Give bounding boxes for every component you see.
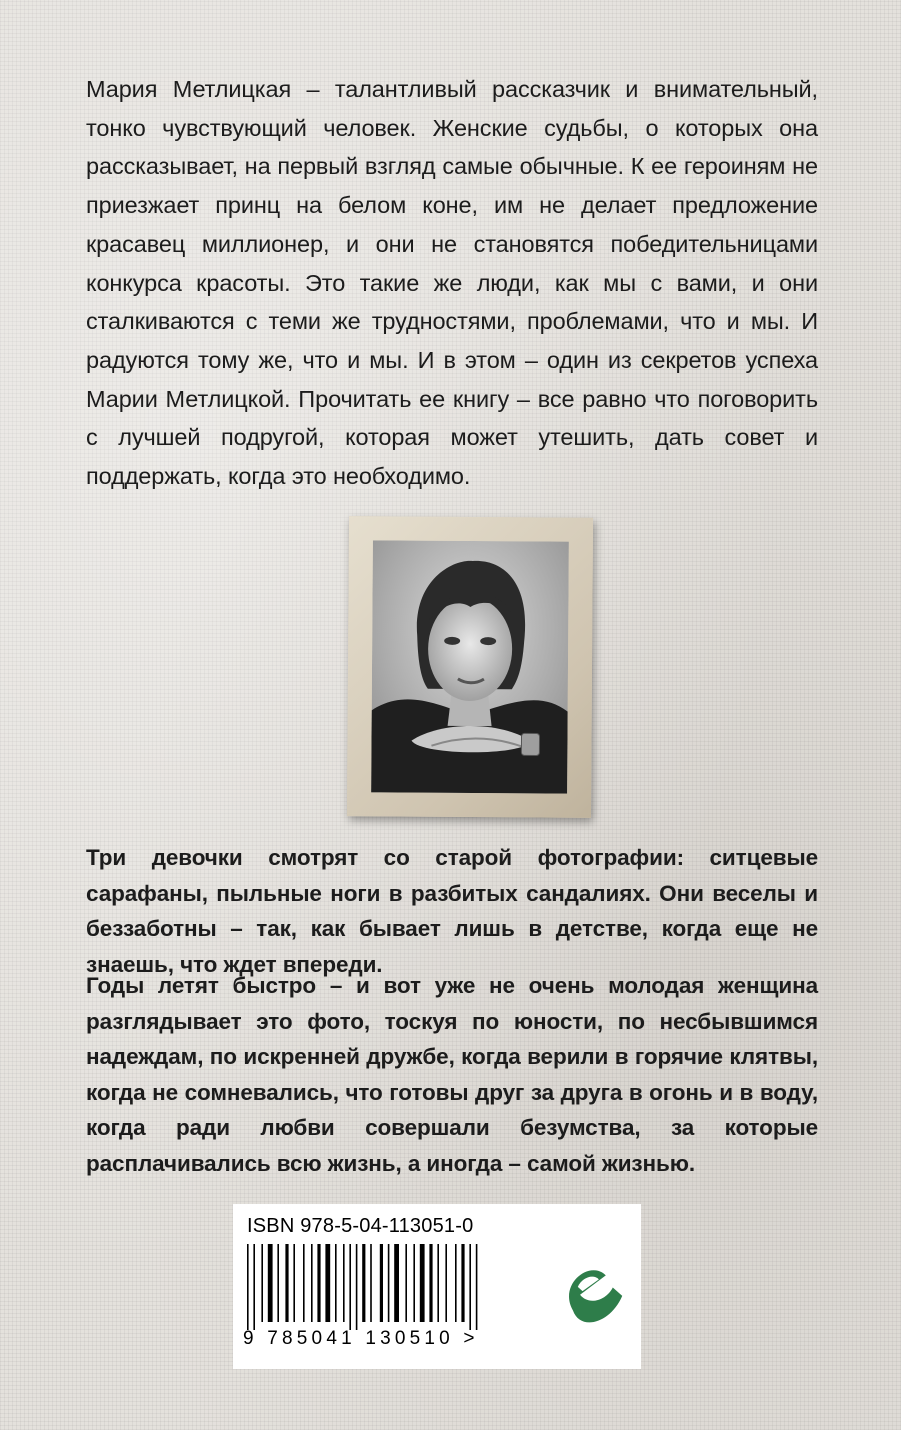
barcode-bar: [343, 1244, 345, 1322]
barcode-bar: [349, 1244, 351, 1330]
barcode-bar: [455, 1244, 457, 1322]
barcode-bar: [303, 1244, 305, 1322]
barcode-bar: [394, 1244, 399, 1322]
barcode-bar: [261, 1244, 263, 1322]
about-author-text: Мария Метлицкая – талантливый рассказчик и внимательный, тонко чувствующий человек. Женские судьбы, о которых она рассказывает, на первый взгляд самые обычные. К ее героиням не приезжает принц на белом коне, им не делает предложение красавец миллионер, и они не становятся победительницами конкурса красоты. Это такие же люди, как мы с вами, и они сталкиваются с теми же трудностями, проблемами, что и мы. И радуются тому же, что и мы. И в этом – один из секретов успеха Марии Метлицкой. Прочитать ее книгу – все равно что поговорить с лучшей подругой, которая может утешить, дать совет и поддержать, когда это необходимо.: [86, 76, 818, 490]
barcode-bar: [268, 1244, 273, 1322]
plot-paragraph-2: Годы летят быстро – и вот уже не очень молодая женщина разглядывает это фото, тоскуя по юности, по несбывшимся надеждам, по искренней дружбе, когда верили в горячие клятвы, когда не сомневались, что готовы друг за друга в огонь и в воду, когда ради любви совершали безумства, за которые расплачивались всю жизнь, а иногда – самой жизнью.: [86, 973, 818, 1176]
barcode-icon: [247, 1244, 527, 1330]
barcode-bar: [335, 1244, 337, 1322]
barcode-bar: [476, 1244, 478, 1330]
plot-paragraph-1: Три девочки смотрят со старой фотографии: ситцевые сарафаны, пыльные ноги в разбитых сандалиях. Они веселы и беззаботны – так, как бывает лишь в детстве, когда еще не знаешь, что ждет впереди.: [86, 845, 818, 977]
barcode-bar: [311, 1244, 313, 1322]
barcode-bar: [413, 1244, 415, 1322]
barcode-bar: [461, 1244, 464, 1322]
barcode-bar: [469, 1244, 471, 1330]
barcode-bar: [380, 1244, 383, 1322]
isbn-barcode-block: [233, 1204, 641, 1369]
barcode-bar: [317, 1244, 320, 1322]
barcode-bar: [420, 1244, 425, 1322]
eksmo-e-logo-icon: [548, 1230, 632, 1342]
barcode-bar: [437, 1244, 439, 1322]
barcode-bar: [445, 1244, 447, 1322]
barcode-bar: [253, 1244, 255, 1330]
author-portrait-photo: [371, 540, 569, 793]
barcode-bar: [429, 1244, 432, 1322]
barcode-bar: [325, 1244, 330, 1322]
barcode-bar: [405, 1244, 407, 1322]
author-photo: [347, 516, 593, 818]
isbn-number: ISBN 978-5-04-113051-0: [247, 1215, 474, 1237]
barcode-bar: [277, 1244, 279, 1322]
barcode-bar: [293, 1244, 295, 1322]
barcode-bar: [370, 1244, 372, 1322]
barcode-digits: 9 785041 130510 >: [243, 1328, 479, 1349]
barcode-bar: [388, 1244, 390, 1322]
barcode-bar: [356, 1244, 358, 1330]
barcode-bar: [247, 1244, 249, 1330]
barcode-bar: [285, 1244, 288, 1322]
barcode-bar: [362, 1244, 365, 1322]
